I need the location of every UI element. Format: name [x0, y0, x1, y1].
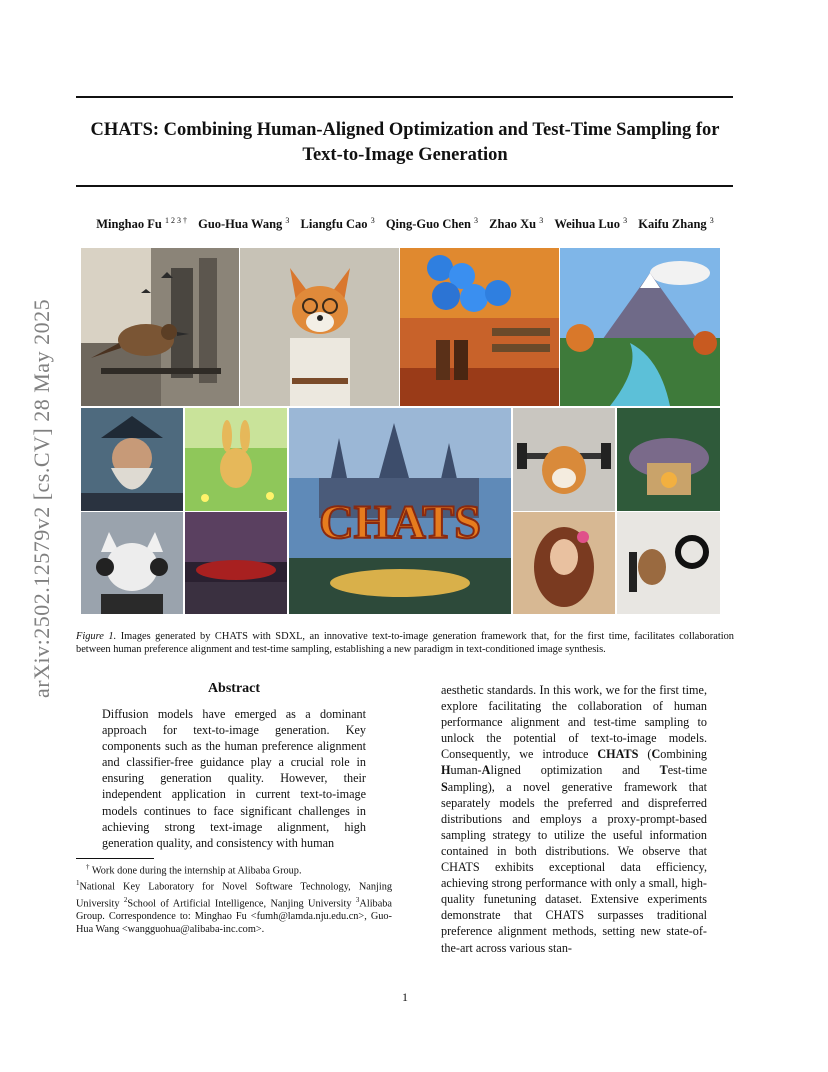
footnote-line-1: † Work done during the internship at Alibaba Group. [86, 863, 302, 877]
paper-title [60, 118, 750, 168]
title-line-2: Text-to-Image Generation [302, 145, 508, 165]
image-corgi-dumbbell [513, 408, 615, 511]
author-list [60, 216, 750, 232]
image-mountain-river [560, 248, 720, 406]
image-mushroom-house [617, 408, 720, 511]
image-chats-castle-logo [289, 408, 511, 614]
figure-label: Figure 1. [76, 631, 117, 642]
abstract-heading: Abstract [207, 681, 261, 696]
chats-logo-text: CHATS [319, 496, 481, 549]
title-line-1: CHATS: Combining Human-Aligned Optimization and Test-Time Sampling for [90, 120, 720, 140]
footnote-rule [76, 858, 154, 859]
image-bunny-meadow [185, 408, 287, 511]
image-fox-character [240, 248, 399, 406]
image-old-sailor [81, 408, 183, 511]
author-2: Guo-Hua Wang $^3$ [198, 216, 290, 232]
page-number: 1 [402, 990, 408, 1004]
footnote-affiliations: $^1$National Key Laboratory for Novel Software Technology, Nanjing University $^2$School of Artificial Intelligence, Nanjing University $^3$Alibaba Group. Correspondence to: Minghao Fu <fumh@lamda.nju.edu.cn>, Guo-Hua Wang <wangguohua@alibaba-inc.com>. [76, 879, 392, 936]
image-bird-city [81, 248, 239, 406]
author-1: Minghao Fu $^{1 2 3 \dagger}$ [96, 216, 187, 232]
author-6: Weihua Luo $^3$ [554, 216, 628, 232]
image-autumn-balloons [400, 248, 559, 406]
top-rule [76, 96, 733, 98]
figure-caption-text: Images generated by CHATS with SDXL, an innovative text-to-image generation framework that, for the first time, facilitates collaboration between human preference alignment and test-time sampling, establishing a new paradigm in text-conditioned image synthesis. [76, 631, 734, 656]
image-bird-microphone [617, 512, 720, 614]
image-cat-headphones [81, 512, 183, 614]
footnote [76, 861, 392, 936]
author-7: Kaifu Zhang $^3$ [638, 216, 714, 232]
image-woman-portrait [513, 512, 615, 614]
arxiv-identifier: arXiv:2502.12579v2 [cs.CV] 28 May 2025 [29, 298, 54, 698]
author-3: Liangfu Cao $^3$ [300, 216, 375, 232]
abstract-text: Diffusion models have emerged as a dominant approach for text-to-image generation. Key components such as the human preference alignment and classifier-free guidance play a crucial role in ensuring generation quality. However, their independent application in current text-to-image models continues to face significant challenges in achieving strong text-image alignment, high generation quality, and consistency with human [102, 707, 366, 850]
author-5: Zhao Xu $^3$ [489, 216, 544, 232]
figure-caption [76, 630, 734, 656]
right-column-text: aesthetic standards. In this work, we for the first time, explore facilitating the collaboration of human performance alignment and test-time sampling to unlock the potential of text-to-image models. Consequently, we introduce CHATS (Combining Human-Aligned optimization and Test-time Sampling), a novel generative framework that separately models the preferred and dispreferred distributions and employs a proxy-prompt-based sampling strategy to utilize the useful information contained in both distributions. We observe that CHATS exhibits exceptional data efficiency, achieving strong performance with only a small, high-quality funetuning dataset. Extensive experiments demonstrate that CHATS surpasses traditional preference alignment methods, setting new state-of-the-art across various stan- [441, 683, 708, 955]
title-rule [76, 185, 733, 187]
author-4: Qing-Guo Chen $^3$ [385, 216, 479, 232]
image-sports-car-night [185, 512, 287, 614]
